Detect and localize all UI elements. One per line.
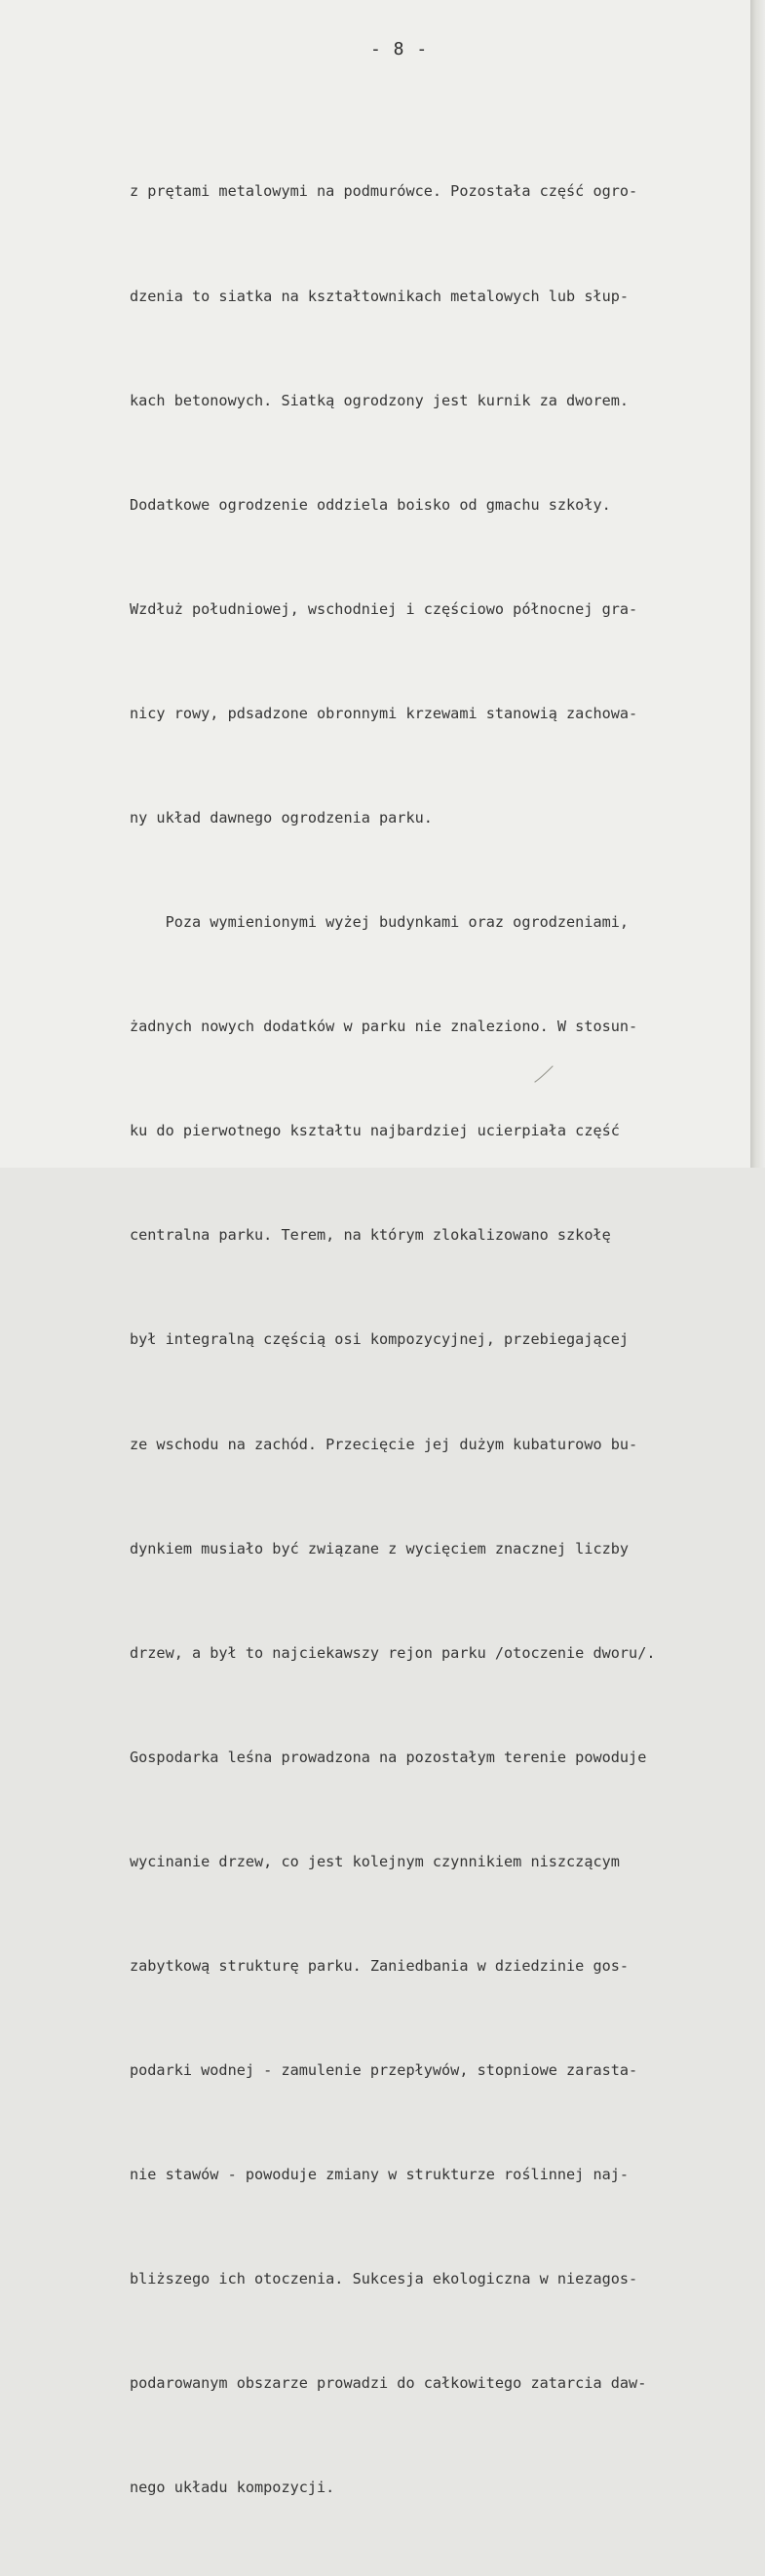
text-line: nicy rowy, pdsadzone obronnymi krzewami stanowią zachowa- — [130, 704, 638, 722]
text-line: podarowanym obszarze prowadzi do całkowitego zatarcia daw- — [130, 2374, 647, 2393]
text-line: Wzdłuż południowej, wschodniej i częściowo północnej gra- — [130, 599, 638, 618]
text-line: bliższego ich otoczenia. Sukcesja ekologiczna w niezagos- — [130, 2270, 638, 2288]
text-line: ku do pierwotnego kształtu najbardziej ucierpiała część — [130, 1122, 620, 1140]
text-line: z prętami metalowymi na podmurówce. Pozostała część ogro- — [130, 182, 638, 201]
text-line: dzenia to siatka na kształtownikach metalowych lub słup- — [130, 287, 630, 305]
page-number: - 8 - — [370, 39, 429, 59]
text-line: dynkiem musiało być związane z wycięciem znacznej liczby — [130, 1539, 630, 1557]
text-line: wycinanie drzew, co jest kolejnym czynnikiem niszczącym — [130, 1852, 620, 1870]
text-line: zabytkową strukturę parku. Zaniedbania w dziedzinie gos- — [130, 1957, 630, 1975]
text-line: Poza wymienionymi wyżej budynkami oraz ogrodzeniami, — [130, 913, 630, 932]
text-line: nie stawów - powoduje zmiany w strukturze roślinnej naj- — [130, 2166, 630, 2184]
text-line: Dodatkowe ogrodzenie oddziela boisko od gmachu szkoły. — [130, 495, 611, 514]
text-line: kach betonowych. Siatką ogrodzony jest kurnik za dworem. — [130, 391, 630, 409]
text-line: był integralną częścią osi kompozycyjnej, przebiegającej — [130, 1330, 630, 1349]
body-text — [130, 105, 753, 2576]
text-line: drzew, a był to najciekawszy rejon parku /otoczenie dworu/. — [130, 1643, 656, 1662]
text-line: Gospodarka leśna prowadzona na pozostałym terenie powoduje — [130, 1748, 647, 1766]
text-line: nego układu kompozycji. — [130, 2479, 335, 2497]
page-edge-shadow — [750, 0, 765, 1168]
text-line: centralna parku. Terem, na którym zlokalizowano szkołę — [130, 1226, 611, 1245]
text-line: podarki wodnej - zamulenie przepływów, stopniowe zarasta- — [130, 2061, 638, 2080]
text-line: żadnych nowych dodatków w parku nie znaleziono. W stosun- — [130, 1018, 638, 1036]
text-line: ze wschodu na zachód. Przecięcie jej dużym kubaturowo bu- — [130, 1435, 638, 1453]
text-line: ny układ dawnego ogrodzenia parku. — [130, 808, 433, 827]
pencil-mark — [533, 1064, 555, 1084]
